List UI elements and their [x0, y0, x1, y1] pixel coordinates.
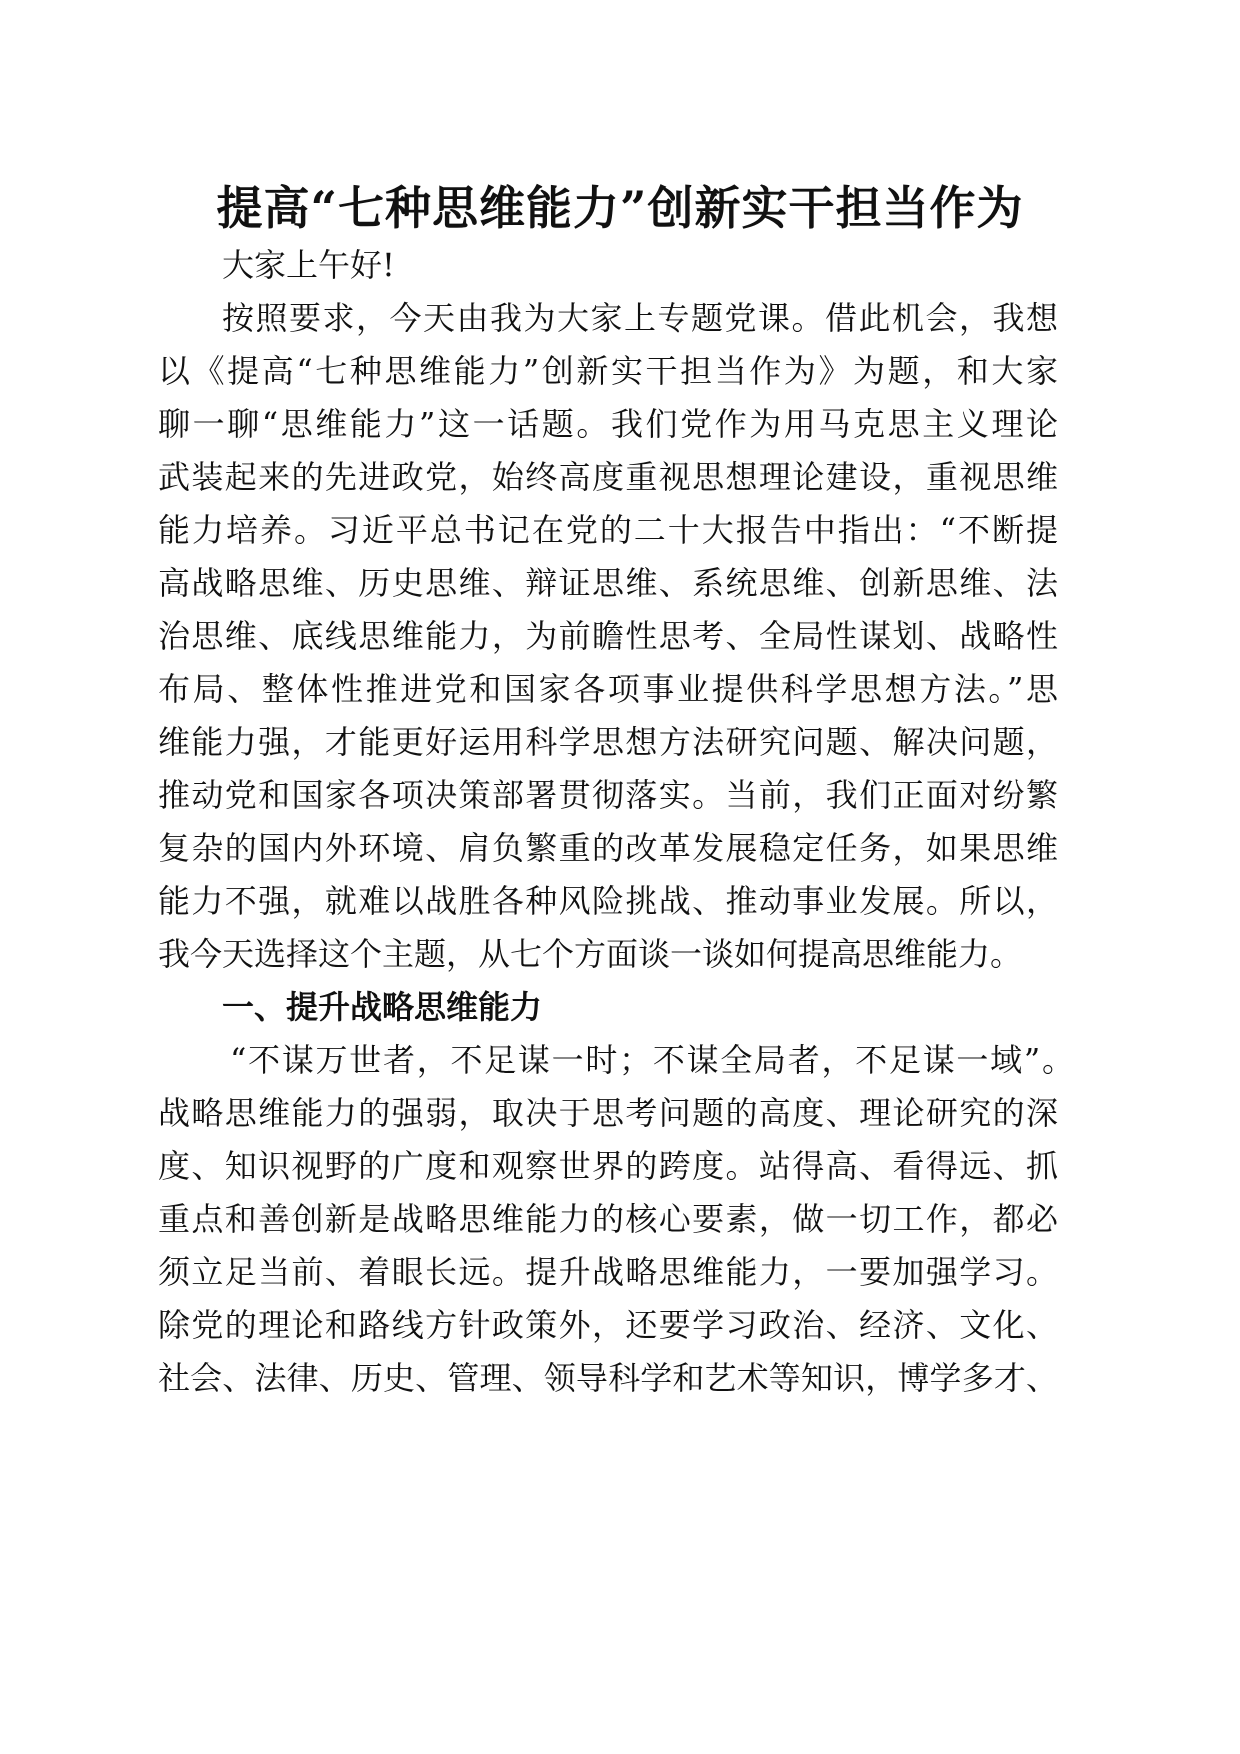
paragraph-line: 布局、整体性推进党和国家各项事业提供科学思想方法。”思 — [158, 670, 1058, 708]
paragraph-line: 按照要求，今天由我为大家上专题党课。借此机会，我想 — [222, 299, 1058, 337]
paragraph-line: 武装起来的先进政党，始终高度重视思想理论建设，重视思维 — [158, 458, 1058, 496]
paragraph-line: 社会、法律、历史、管理、领导科学和艺术等知识，博学多才、 — [158, 1359, 1058, 1397]
paragraph-line: 度、知识视野的广度和观察世界的跨度。站得高、看得远、抓 — [158, 1147, 1058, 1185]
paragraph-line: 高战略思维、历史思维、辩证思维、系统思维、创新思维、法 — [158, 564, 1058, 602]
paragraph-line: 以《提高“七种思维能力”创新实干担当作为》为题，和大家 — [158, 352, 1058, 390]
greeting: 大家上午好! — [222, 246, 395, 284]
paragraph-line: 治思维、底线思维能力，为前瞻性思考、全局性谋划、战略性 — [158, 617, 1058, 655]
section-heading: 一、提升战略思维能力 — [222, 988, 543, 1026]
paragraph-line: 除党的理论和路线方针政策外，还要学习政治、经济、文化、 — [158, 1306, 1058, 1344]
paragraph-line: 维能力强，才能更好运用科学思想方法研究问题、解决问题， — [158, 723, 1058, 761]
paragraph-line: 须立足当前、着眼长远。提升战略思维能力，一要加强学习。 — [158, 1253, 1058, 1291]
paragraph-line: 聊一聊“思维能力”这一话题。我们党作为用马克思主义理论 — [158, 405, 1058, 443]
paragraph-line: 能力培养。习近平总书记在党的二十大报告中指出：“不断提 — [158, 511, 1058, 549]
paragraph-line: 推动党和国家各项决策部署贯彻落实。当前，我们正面对纷繁 — [158, 776, 1058, 814]
paragraph-line: 能力不强，就难以战胜各种风险挑战、推动事业发展。所以， — [158, 882, 1058, 920]
paragraph-line: 复杂的国内外环境、肩负繁重的改革发展稳定任务，如果思维 — [158, 829, 1058, 867]
paragraph-line: 重点和善创新是战略思维能力的核心要素，做一切工作，都必 — [158, 1200, 1058, 1238]
paragraph-line: 我今天选择这个主题，从七个方面谈一谈如何提高思维能力。 — [158, 935, 1023, 973]
paragraph-line: “不谋万世者，不足谋一时；不谋全局者，不足谋一域”。 — [230, 1041, 1074, 1079]
document-title: 提高“七种思维能力”创新实干担当作为 — [216, 181, 1024, 235]
paragraph-line: 战略思维能力的强弱，取决于思考问题的高度、理论研究的深 — [158, 1094, 1058, 1132]
